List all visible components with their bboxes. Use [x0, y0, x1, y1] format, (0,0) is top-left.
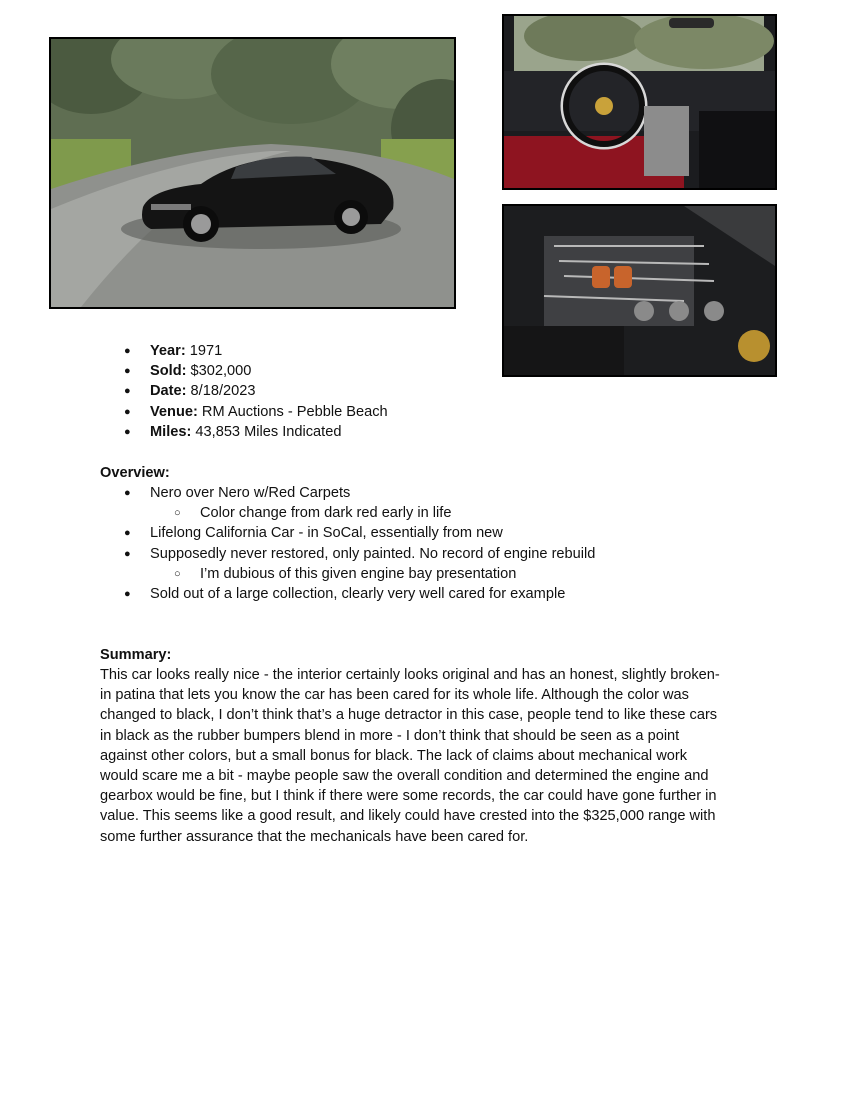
- overview-heading: Overview:: [100, 465, 170, 481]
- list-subitem: ○ Color change from dark red early in life: [124, 503, 764, 523]
- list-item: ● Sold out of a large collection, clearly very well cared for example: [124, 584, 764, 604]
- key-facts-list: [124, 341, 484, 442]
- summary-line: in patina that lets you know the car has been cared for its whole life. Although the color was: [100, 687, 689, 704]
- summary-line: against other colors, but a small bonus for black. The lack of claims about mechanical work: [100, 747, 688, 764]
- summary-line: changed to black, I don’t think that’s a huge detractor in this case, people tend to like these cars: [100, 707, 718, 724]
- summary-heading: Summary:: [100, 647, 172, 663]
- list-item: ● Supposedly never restored, only painted. No record of engine rebuild: [124, 544, 764, 564]
- overview-list: [124, 483, 764, 604]
- interior-photo: [502, 14, 777, 190]
- engine-bay-photo: [502, 204, 777, 377]
- summary-paragraph: [100, 665, 760, 847]
- list-item: ● Lifelong California Car - in SoCal, essentially from new: [124, 523, 764, 543]
- summary-line: value. This seems like a good result, and likely could have crested into the $325,000 range with: [100, 808, 716, 825]
- summary-line: gearbox would be fine, but I think if there were some records, the car could have gone further in: [100, 788, 717, 805]
- summary-line: would scare me a bit - maybe people saw the overall condition and determined the engine and: [100, 768, 709, 785]
- fact-date: ● Date: 8/18/2023: [124, 381, 484, 401]
- fact-venue: ● Venue: RM Auctions - Pebble Beach: [124, 402, 484, 422]
- summary-line: in black as the rubber bumpers blend in more - I don’t think that should be seen as a point: [100, 727, 680, 744]
- summary-line: some further assurance that the mechanicals have been cared for.: [100, 828, 529, 845]
- list-subitem: ○ I’m dubious of this given engine bay presentation: [124, 564, 764, 584]
- fact-year: ● Year: 1971: [124, 341, 484, 361]
- fact-sold: ● Sold: $302,000: [124, 361, 484, 381]
- list-item: ● Nero over Nero w/Red Carpets: [124, 483, 764, 503]
- summary-line: This car looks really nice - the interior certainly looks original and has an honest, slightly broken-: [100, 667, 720, 683]
- fact-miles: ● Miles: 43,853 Miles Indicated: [124, 422, 484, 442]
- exterior-photo: [49, 37, 456, 309]
